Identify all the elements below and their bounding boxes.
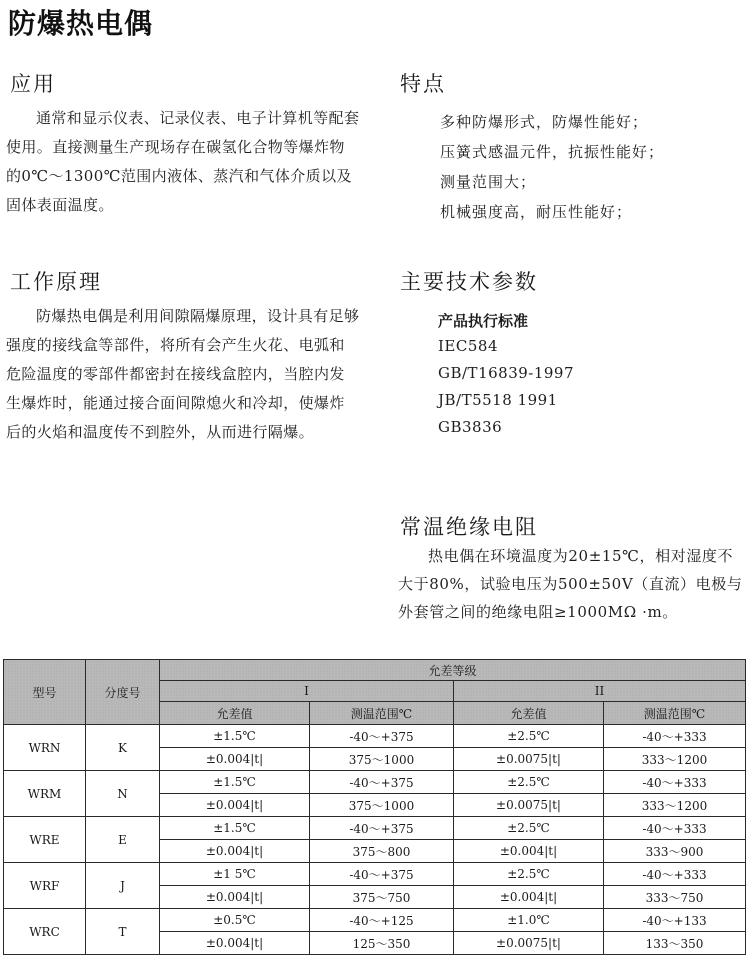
cell: ±0.0075|t| [454, 748, 604, 771]
th-class-2: II [454, 681, 746, 702]
standards-heading: 产品执行标准 [438, 312, 529, 330]
cell: -40～+125 [310, 909, 454, 932]
cell: ±0.004|t| [160, 748, 310, 771]
principle-text: 防爆热电偶是利用间隙隔爆原理，设计具有足够强度的接线盒等部件，将所有会产生火花、电弧和危险温度的零部件都密封在接线盒腔内，当腔内发生爆炸时，能通过接合面间隙熄火和冷却，使爆炸后的火焰和温度传不到腔外，从而进行隔爆。 [6, 307, 360, 441]
th-tol-value: 允差值 [454, 702, 604, 725]
cell: ±0.004|t| [160, 794, 310, 817]
standards-list [438, 333, 738, 441]
cell: ±2.5℃ [454, 771, 604, 794]
cell-grade: J [86, 863, 160, 909]
application-text: 通常和显示仪表、记录仪表、电子计算机等配套使用。直接测量生产现场存在碳氢化合物等爆炸物的0℃～1300℃范围内液体、蒸汽和气体介质以及固体表面温度。 [6, 109, 360, 214]
table-row [4, 909, 746, 932]
cell: ±1.5℃ [160, 817, 310, 840]
cell-grade: T [86, 909, 160, 955]
feature-item: 机械强度高，耐压性能好； [440, 203, 633, 221]
tolerance-table [3, 659, 746, 955]
cell-model: WRC [4, 909, 86, 955]
cell: ±2.5℃ [454, 817, 604, 840]
cell: ±0.004|t| [454, 886, 604, 909]
cell: ±1.5℃ [160, 771, 310, 794]
cell: 375～1000 [310, 748, 454, 771]
table-row [4, 817, 746, 840]
table-row [4, 863, 746, 886]
th-model: 型号 [4, 660, 86, 725]
cell: ±0.0075|t| [454, 794, 604, 817]
cell: ±0.0075|t| [454, 932, 604, 955]
cell-model: WRF [4, 863, 86, 909]
principle-heading: 工作原理 [10, 270, 102, 294]
cell: -40～+333 [604, 771, 746, 794]
cell: 375～750 [310, 886, 454, 909]
feature-item: 压簧式感温元件，抗振性能好； [440, 143, 665, 161]
features-list [440, 107, 740, 227]
cell: 133～350 [604, 932, 746, 955]
cell: -40～+333 [604, 725, 746, 748]
cell-grade: K [86, 725, 160, 771]
cell: -40～+375 [310, 725, 454, 748]
cell: 333～1200 [604, 748, 746, 771]
cell-model: WRM [4, 771, 86, 817]
th-grade: 分度号 [86, 660, 160, 725]
cell: 125～350 [310, 932, 454, 955]
cell: 375～800 [310, 840, 454, 863]
cell: -40～+333 [604, 863, 746, 886]
parameters-heading: 主要技术参数 [400, 270, 538, 294]
th-tol-value: 允差值 [160, 702, 310, 725]
cell: ±0.004|t| [454, 840, 604, 863]
th-tolerance-class: 允差等级 [160, 660, 746, 681]
cell: 333～750 [604, 886, 746, 909]
th-range: 测温范围℃ [604, 702, 746, 725]
cell-model: WRN [4, 725, 86, 771]
cell: ±0.004|t| [160, 886, 310, 909]
cell-grade: N [86, 771, 160, 817]
cell: ±0.004|t| [160, 932, 310, 955]
standard-item: GB3836 [438, 418, 503, 436]
page-title: 防爆热电偶 [8, 7, 154, 40]
cell: -40～+333 [604, 817, 746, 840]
th-range: 测温范围℃ [310, 702, 454, 725]
cell: ±0.004|t| [160, 840, 310, 863]
cell: ±2.5℃ [454, 725, 604, 748]
feature-item: 测量范围大； [440, 173, 537, 191]
cell-grade: E [86, 817, 160, 863]
standard-item: GB/T16839-1997 [438, 364, 575, 382]
table-row [4, 771, 746, 794]
application-heading: 应用 [10, 72, 56, 96]
cell: ±2.5℃ [454, 863, 604, 886]
cell: -40～+133 [604, 909, 746, 932]
cell: 333～1200 [604, 794, 746, 817]
cell: -40～+375 [310, 771, 454, 794]
standard-item: JB/T5518 1991 [438, 391, 558, 409]
cell: 333～900 [604, 840, 746, 863]
cell-model: WRE [4, 817, 86, 863]
features-heading: 特点 [400, 72, 446, 96]
th-class-1: I [160, 681, 454, 702]
insulation-heading: 常温绝缘电阻 [400, 515, 538, 539]
standard-item: IEC584 [438, 337, 498, 355]
cell: -40～+375 [310, 817, 454, 840]
cell: -40～+375 [310, 863, 454, 886]
feature-item: 多种防爆形式，防爆性能好； [440, 113, 649, 131]
table-row [4, 725, 746, 748]
cell: ±1 5℃ [160, 863, 310, 886]
cell: ±1.5℃ [160, 725, 310, 748]
cell: ±1.0℃ [454, 909, 604, 932]
insulation-text: 热电偶在环境温度为20±15℃，相对湿度不大于80%，试验电压为500±50V（直流）电极与外套管之间的绝缘电阻≥1000MΩ ·m。 [398, 547, 743, 621]
cell: ±0.5℃ [160, 909, 310, 932]
cell: 375～1000 [310, 794, 454, 817]
